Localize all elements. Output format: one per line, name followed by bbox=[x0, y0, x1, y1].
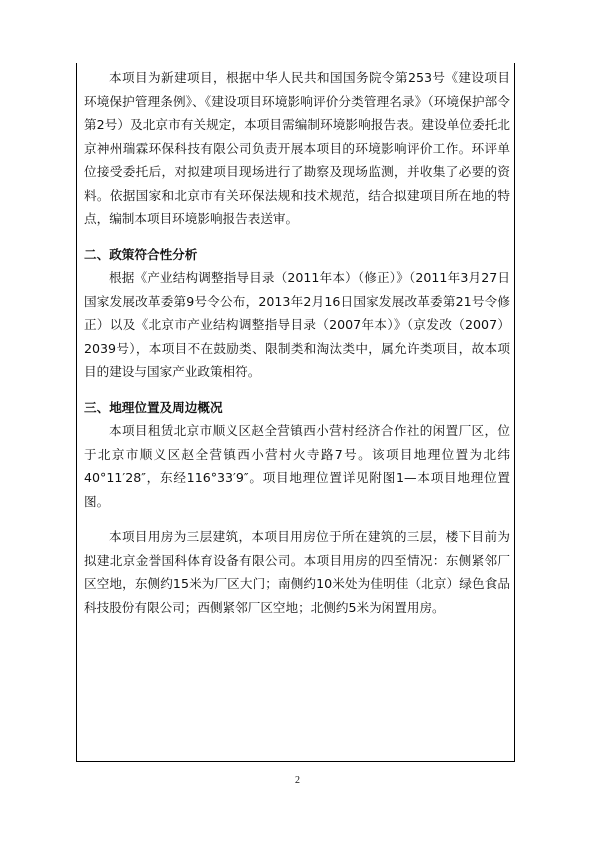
document-body bbox=[84, 66, 510, 619]
location-paragraph: 本项目租赁北京市顺义区赵全营镇西小营村经济合作社的闲置厂区，位于北京市顺义区赵全营镇西小营村火寺路7号。该项目地理位置为北纬40°11′28″，东经116°33′9″。项目地理位置详见附图1—本项目地理位置图。 bbox=[84, 423, 510, 509]
page-number: 2 bbox=[295, 775, 300, 786]
policy-paragraph: 根据《产业结构调整指导目录（2011年本）（修正）》（2011年3月27日国家发展改革委第9号令公布，2013年2月16日国家发展改革委第21号令修正）以及《北京市产业结构调整指导目录（2007年本）》（京发改（2007）2039号），本项目不在鼓励类、限制类和淘汰类中，属允许类项目，故本项目的建设与国家产业政策相符。 bbox=[84, 270, 510, 379]
surroundings-paragraph: 本项目用房为三层建筑，本项目用房位于所在建筑的三层，楼下目前为拟建北京金誉国科体育设备有限公司。本项目用房的四至情况：东侧紧邻厂区空地，东侧约15米为厂区大门；南侧约10米处为佳明佳（北京）绿色食品科技股份有限公司；西侧紧邻厂区空地；北侧约5米为闲置用房。 bbox=[84, 529, 510, 615]
section-heading-policy: 二、政策符合性分析 bbox=[84, 246, 198, 262]
intro-paragraph: 本项目为新建项目，根据中华人民共和国国务院令第253号《建设项目环境保护管理条例》、《建设项目环境影响评价分类管理名录》（环境保护部令第2号）及北京市有关规定，本项目需编制环境影响报告表。建设单位委托北京神州瑞霖环保科技有限公司负责开展本项目的环境影响评价工作。环评单位接受委托后，对拟建项目现场进行了勘察及现场监测，并收集了必要的资料。依据国家和北京市有关环保法规和技术规范，结合拟建项目所在地的特点，编制本项目环境影响报告表送审。 bbox=[84, 70, 510, 226]
section-heading-location: 三、地理位置及周边概况 bbox=[84, 399, 223, 415]
